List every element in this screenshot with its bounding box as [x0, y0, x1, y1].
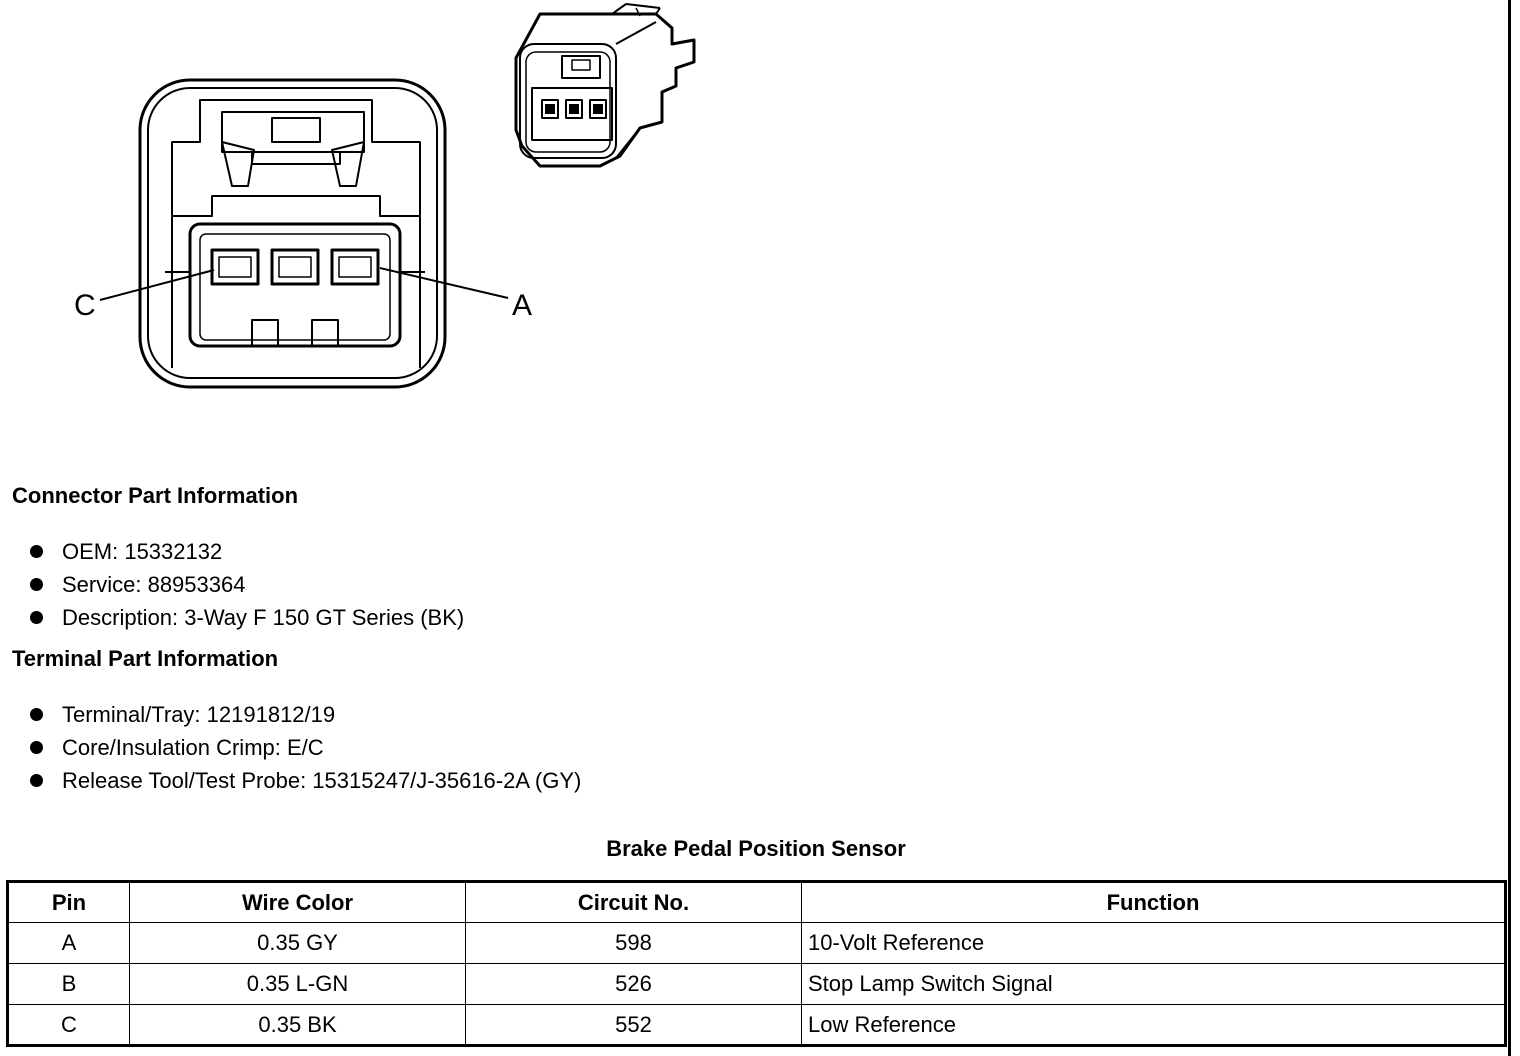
cell-pin: A [8, 923, 130, 964]
pinout-table [6, 880, 1507, 1047]
bullet-icon [30, 611, 43, 624]
bullet-icon [30, 708, 43, 721]
bullet-icon [30, 774, 43, 787]
table-header-row [8, 882, 1506, 923]
cell-function: Stop Lamp Switch Signal [802, 964, 1506, 1005]
table-row [8, 964, 1506, 1005]
connector-info-list [28, 535, 464, 634]
list-item: Core/Insulation Crimp: E/C [28, 731, 581, 764]
list-item: Release Tool/Test Probe: 15315247/J-35616-2A (GY) [28, 764, 581, 797]
list-item: Service: 88953364 [28, 568, 464, 601]
cell-circuit-no: 526 [466, 964, 802, 1005]
bullet-icon [30, 741, 43, 754]
table-title: Brake Pedal Position Sensor [606, 836, 906, 861]
cell-circuit-no: 598 [466, 923, 802, 964]
pin-label-a: A [512, 289, 533, 322]
list-item: Terminal/Tray: 12191812/19 [28, 698, 581, 731]
header-function: Function [802, 882, 1506, 923]
cell-pin: B [8, 964, 130, 1005]
cell-circuit-no: 552 [466, 1005, 802, 1046]
header-wire-color: Wire Color [130, 882, 466, 923]
cell-wire-color: 0.35 L-GN [130, 964, 466, 1005]
cell-function: Low Reference [802, 1005, 1506, 1046]
bullet-icon [30, 578, 43, 591]
right-border-rule [1508, 0, 1511, 1056]
latch-finger-left [222, 142, 254, 186]
connector-isometric-view [516, 4, 694, 166]
terminal-info-heading: Terminal Part Information [12, 646, 279, 671]
connector-info-heading: Connector Part Information [12, 483, 299, 508]
list-item: Description: 3-Way F 150 GT Series (BK) [28, 601, 464, 634]
table-row [8, 1005, 1506, 1046]
table-row [8, 923, 1506, 964]
leader-line-c [100, 270, 214, 300]
bullet-icon [30, 545, 43, 558]
header-pin: Pin [8, 882, 130, 923]
header-circuit-no: Circuit No. [466, 882, 802, 923]
cell-function: 10-Volt Reference [802, 923, 1506, 964]
pin-label-c: C [74, 289, 96, 322]
cell-wire-color: 0.35 GY [130, 923, 466, 964]
terminal-info-list [28, 698, 581, 797]
list-item: OEM: 15332132 [28, 535, 464, 568]
cell-pin: C [8, 1005, 130, 1046]
connector-diagram [0, 0, 760, 440]
cell-wire-color: 0.35 BK [130, 1005, 466, 1046]
